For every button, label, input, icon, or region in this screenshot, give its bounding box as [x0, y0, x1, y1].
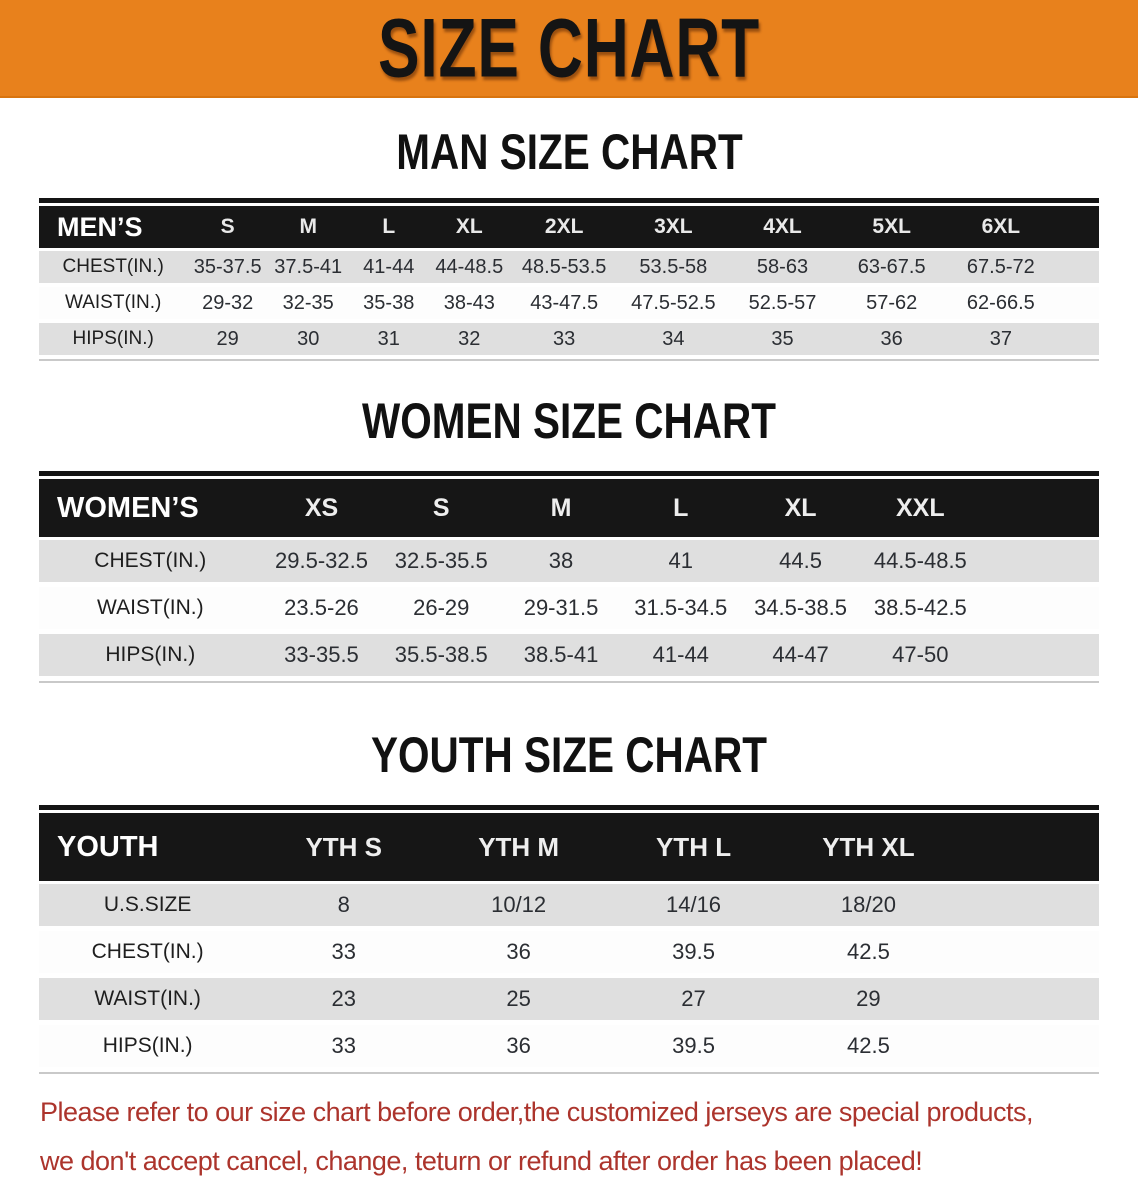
- size-column-header: YTH XL: [781, 813, 956, 883]
- size-value-cell: 31: [348, 321, 429, 357]
- size-value-cell: 35: [728, 321, 837, 357]
- men-section-heading: [0, 122, 1138, 180]
- size-value-cell: 44.5: [741, 539, 861, 585]
- size-value-cell: 44-48.5: [429, 250, 510, 286]
- size-value-cell: 33: [510, 321, 619, 357]
- size-column-header: M: [501, 479, 621, 539]
- size-chart-banner: [0, 0, 1138, 98]
- size-value-cell: 42.5: [781, 1023, 956, 1070]
- order-policy-line-1: Please refer to our size chart before order,the customized jerseys are special products,: [40, 1097, 1034, 1127]
- size-value-cell: 41: [621, 539, 741, 585]
- size-value-cell: 23.5-26: [262, 585, 382, 632]
- size-column-header: 2XL: [510, 206, 619, 250]
- size-value-cell: 37.5-41: [268, 250, 349, 286]
- size-column-header: YTH S: [256, 813, 431, 883]
- men-size-table: [39, 206, 1099, 359]
- youth-section-heading: [0, 725, 1138, 783]
- size-value-cell: 39.5: [606, 929, 781, 976]
- measurement-row: [39, 1023, 1099, 1070]
- row-label: WAIST(IN.): [39, 285, 187, 321]
- size-value-cell: 43-47.5: [510, 285, 619, 321]
- size-column-header: L: [348, 206, 429, 250]
- spacer-cell: [980, 479, 1099, 539]
- row-label: HIPS(IN.): [39, 321, 187, 357]
- spacer-cell: [956, 813, 1099, 883]
- youth-header-row: [39, 813, 1099, 883]
- men-table-label: MEN’S: [39, 206, 187, 250]
- size-value-cell: 35-38: [348, 285, 429, 321]
- women-header-row: [39, 479, 1099, 539]
- size-value-cell: 33: [256, 929, 431, 976]
- size-value-cell: 36: [837, 321, 946, 357]
- size-value-cell: 23: [256, 976, 431, 1023]
- row-label: CHEST(IN.): [39, 250, 187, 286]
- size-value-cell: 57-62: [837, 285, 946, 321]
- size-value-cell: 41-44: [621, 632, 741, 679]
- spacer-cell: [1055, 285, 1099, 321]
- spacer-cell: [980, 585, 1099, 632]
- women-size-table: [39, 479, 1099, 681]
- row-label: CHEST(IN.): [39, 539, 262, 585]
- youth-size-table-section: [39, 805, 1099, 1074]
- youth-size-table: [39, 813, 1099, 1072]
- measurement-row: [39, 539, 1099, 585]
- size-value-cell: 31.5-34.5: [621, 585, 741, 632]
- size-value-cell: 53.5-58: [619, 250, 728, 286]
- size-value-cell: 38-43: [429, 285, 510, 321]
- size-value-cell: 44.5-48.5: [860, 539, 980, 585]
- size-column-header: 5XL: [837, 206, 946, 250]
- women-size-table-section: [39, 471, 1099, 683]
- size-value-cell: 36: [431, 1023, 606, 1070]
- measurement-row: [39, 929, 1099, 976]
- size-value-cell: 41-44: [348, 250, 429, 286]
- size-column-header: 6XL: [946, 206, 1055, 250]
- size-column-header: L: [621, 479, 741, 539]
- size-column-header: XXL: [860, 479, 980, 539]
- size-value-cell: 58-63: [728, 250, 837, 286]
- measurement-row: [39, 250, 1099, 286]
- women-section-heading: [0, 391, 1138, 449]
- table-bottom-rule: [39, 681, 1099, 683]
- row-label: CHEST(IN.): [39, 929, 256, 976]
- size-value-cell: 29-32: [187, 285, 268, 321]
- row-label: U.S.SIZE: [39, 883, 256, 929]
- row-label: WAIST(IN.): [39, 585, 262, 632]
- size-value-cell: 48.5-53.5: [510, 250, 619, 286]
- measurement-row: [39, 632, 1099, 679]
- size-value-cell: 14/16: [606, 883, 781, 929]
- size-value-cell: 47.5-52.5: [619, 285, 728, 321]
- size-column-header: XS: [262, 479, 382, 539]
- table-top-rule: [39, 805, 1099, 810]
- size-value-cell: 52.5-57: [728, 285, 837, 321]
- size-value-cell: 29-31.5: [501, 585, 621, 632]
- row-label: HIPS(IN.): [39, 1023, 256, 1070]
- table-bottom-rule: [39, 1072, 1099, 1074]
- size-value-cell: 29: [187, 321, 268, 357]
- size-value-cell: 32-35: [268, 285, 349, 321]
- size-value-cell: 8: [256, 883, 431, 929]
- size-value-cell: 32: [429, 321, 510, 357]
- size-column-header: YTH L: [606, 813, 781, 883]
- size-value-cell: 38.5-42.5: [860, 585, 980, 632]
- banner-title: SIZE CHART: [377, 1, 761, 95]
- size-value-cell: 35.5-38.5: [381, 632, 501, 679]
- size-value-cell: 38: [501, 539, 621, 585]
- size-value-cell: 26-29: [381, 585, 501, 632]
- table-top-rule: [39, 198, 1099, 203]
- size-value-cell: 18/20: [781, 883, 956, 929]
- youth-table-label: YOUTH: [39, 813, 256, 883]
- spacer-cell: [1055, 250, 1099, 286]
- measurement-row: [39, 883, 1099, 929]
- spacer-cell: [980, 539, 1099, 585]
- spacer-cell: [956, 1023, 1099, 1070]
- measurement-row: [39, 585, 1099, 632]
- spacer-cell: [956, 883, 1099, 929]
- size-value-cell: 30: [268, 321, 349, 357]
- size-value-cell: 38.5-41: [501, 632, 621, 679]
- men-section-heading-text: MAN SIZE CHART: [395, 122, 743, 180]
- size-value-cell: 35-37.5: [187, 250, 268, 286]
- size-value-cell: 29.5-32.5: [262, 539, 382, 585]
- size-value-cell: 67.5-72: [946, 250, 1055, 286]
- size-column-header: M: [268, 206, 349, 250]
- size-value-cell: 34: [619, 321, 728, 357]
- size-value-cell: 25: [431, 976, 606, 1023]
- size-value-cell: 33-35.5: [262, 632, 382, 679]
- row-label: HIPS(IN.): [39, 632, 262, 679]
- measurement-row: [39, 285, 1099, 321]
- men-size-table-section: [39, 198, 1099, 361]
- size-column-header: 4XL: [728, 206, 837, 250]
- measurement-row: [39, 976, 1099, 1023]
- men-header-row: [39, 206, 1099, 250]
- order-policy-line-2: we don't accept cancel, change, teturn or refund after order has been placed!: [40, 1146, 923, 1176]
- size-value-cell: 37: [946, 321, 1055, 357]
- size-value-cell: 27: [606, 976, 781, 1023]
- order-policy-note: [40, 1088, 1138, 1186]
- size-value-cell: 42.5: [781, 929, 956, 976]
- spacer-cell: [956, 929, 1099, 976]
- size-value-cell: 34.5-38.5: [741, 585, 861, 632]
- size-value-cell: 63-67.5: [837, 250, 946, 286]
- size-value-cell: 44-47: [741, 632, 861, 679]
- size-value-cell: 32.5-35.5: [381, 539, 501, 585]
- size-column-header: XL: [741, 479, 861, 539]
- table-top-rule: [39, 471, 1099, 476]
- size-column-header: XL: [429, 206, 510, 250]
- size-column-header: YTH M: [431, 813, 606, 883]
- size-value-cell: 29: [781, 976, 956, 1023]
- size-value-cell: 36: [431, 929, 606, 976]
- youth-section-heading-text: YOUTH SIZE CHART: [370, 725, 767, 783]
- spacer-cell: [1055, 206, 1099, 250]
- size-value-cell: 47-50: [860, 632, 980, 679]
- size-value-cell: 10/12: [431, 883, 606, 929]
- spacer-cell: [1055, 321, 1099, 357]
- size-value-cell: 39.5: [606, 1023, 781, 1070]
- size-column-header: S: [187, 206, 268, 250]
- spacer-cell: [956, 976, 1099, 1023]
- row-label: WAIST(IN.): [39, 976, 256, 1023]
- spacer-cell: [980, 632, 1099, 679]
- women-table-label: WOMEN’S: [39, 479, 262, 539]
- size-value-cell: 62-66.5: [946, 285, 1055, 321]
- women-section-heading-text: WOMEN SIZE CHART: [361, 391, 776, 449]
- table-bottom-rule: [39, 359, 1099, 361]
- size-column-header: 3XL: [619, 206, 728, 250]
- size-value-cell: 33: [256, 1023, 431, 1070]
- size-column-header: S: [381, 479, 501, 539]
- measurement-row: [39, 321, 1099, 357]
